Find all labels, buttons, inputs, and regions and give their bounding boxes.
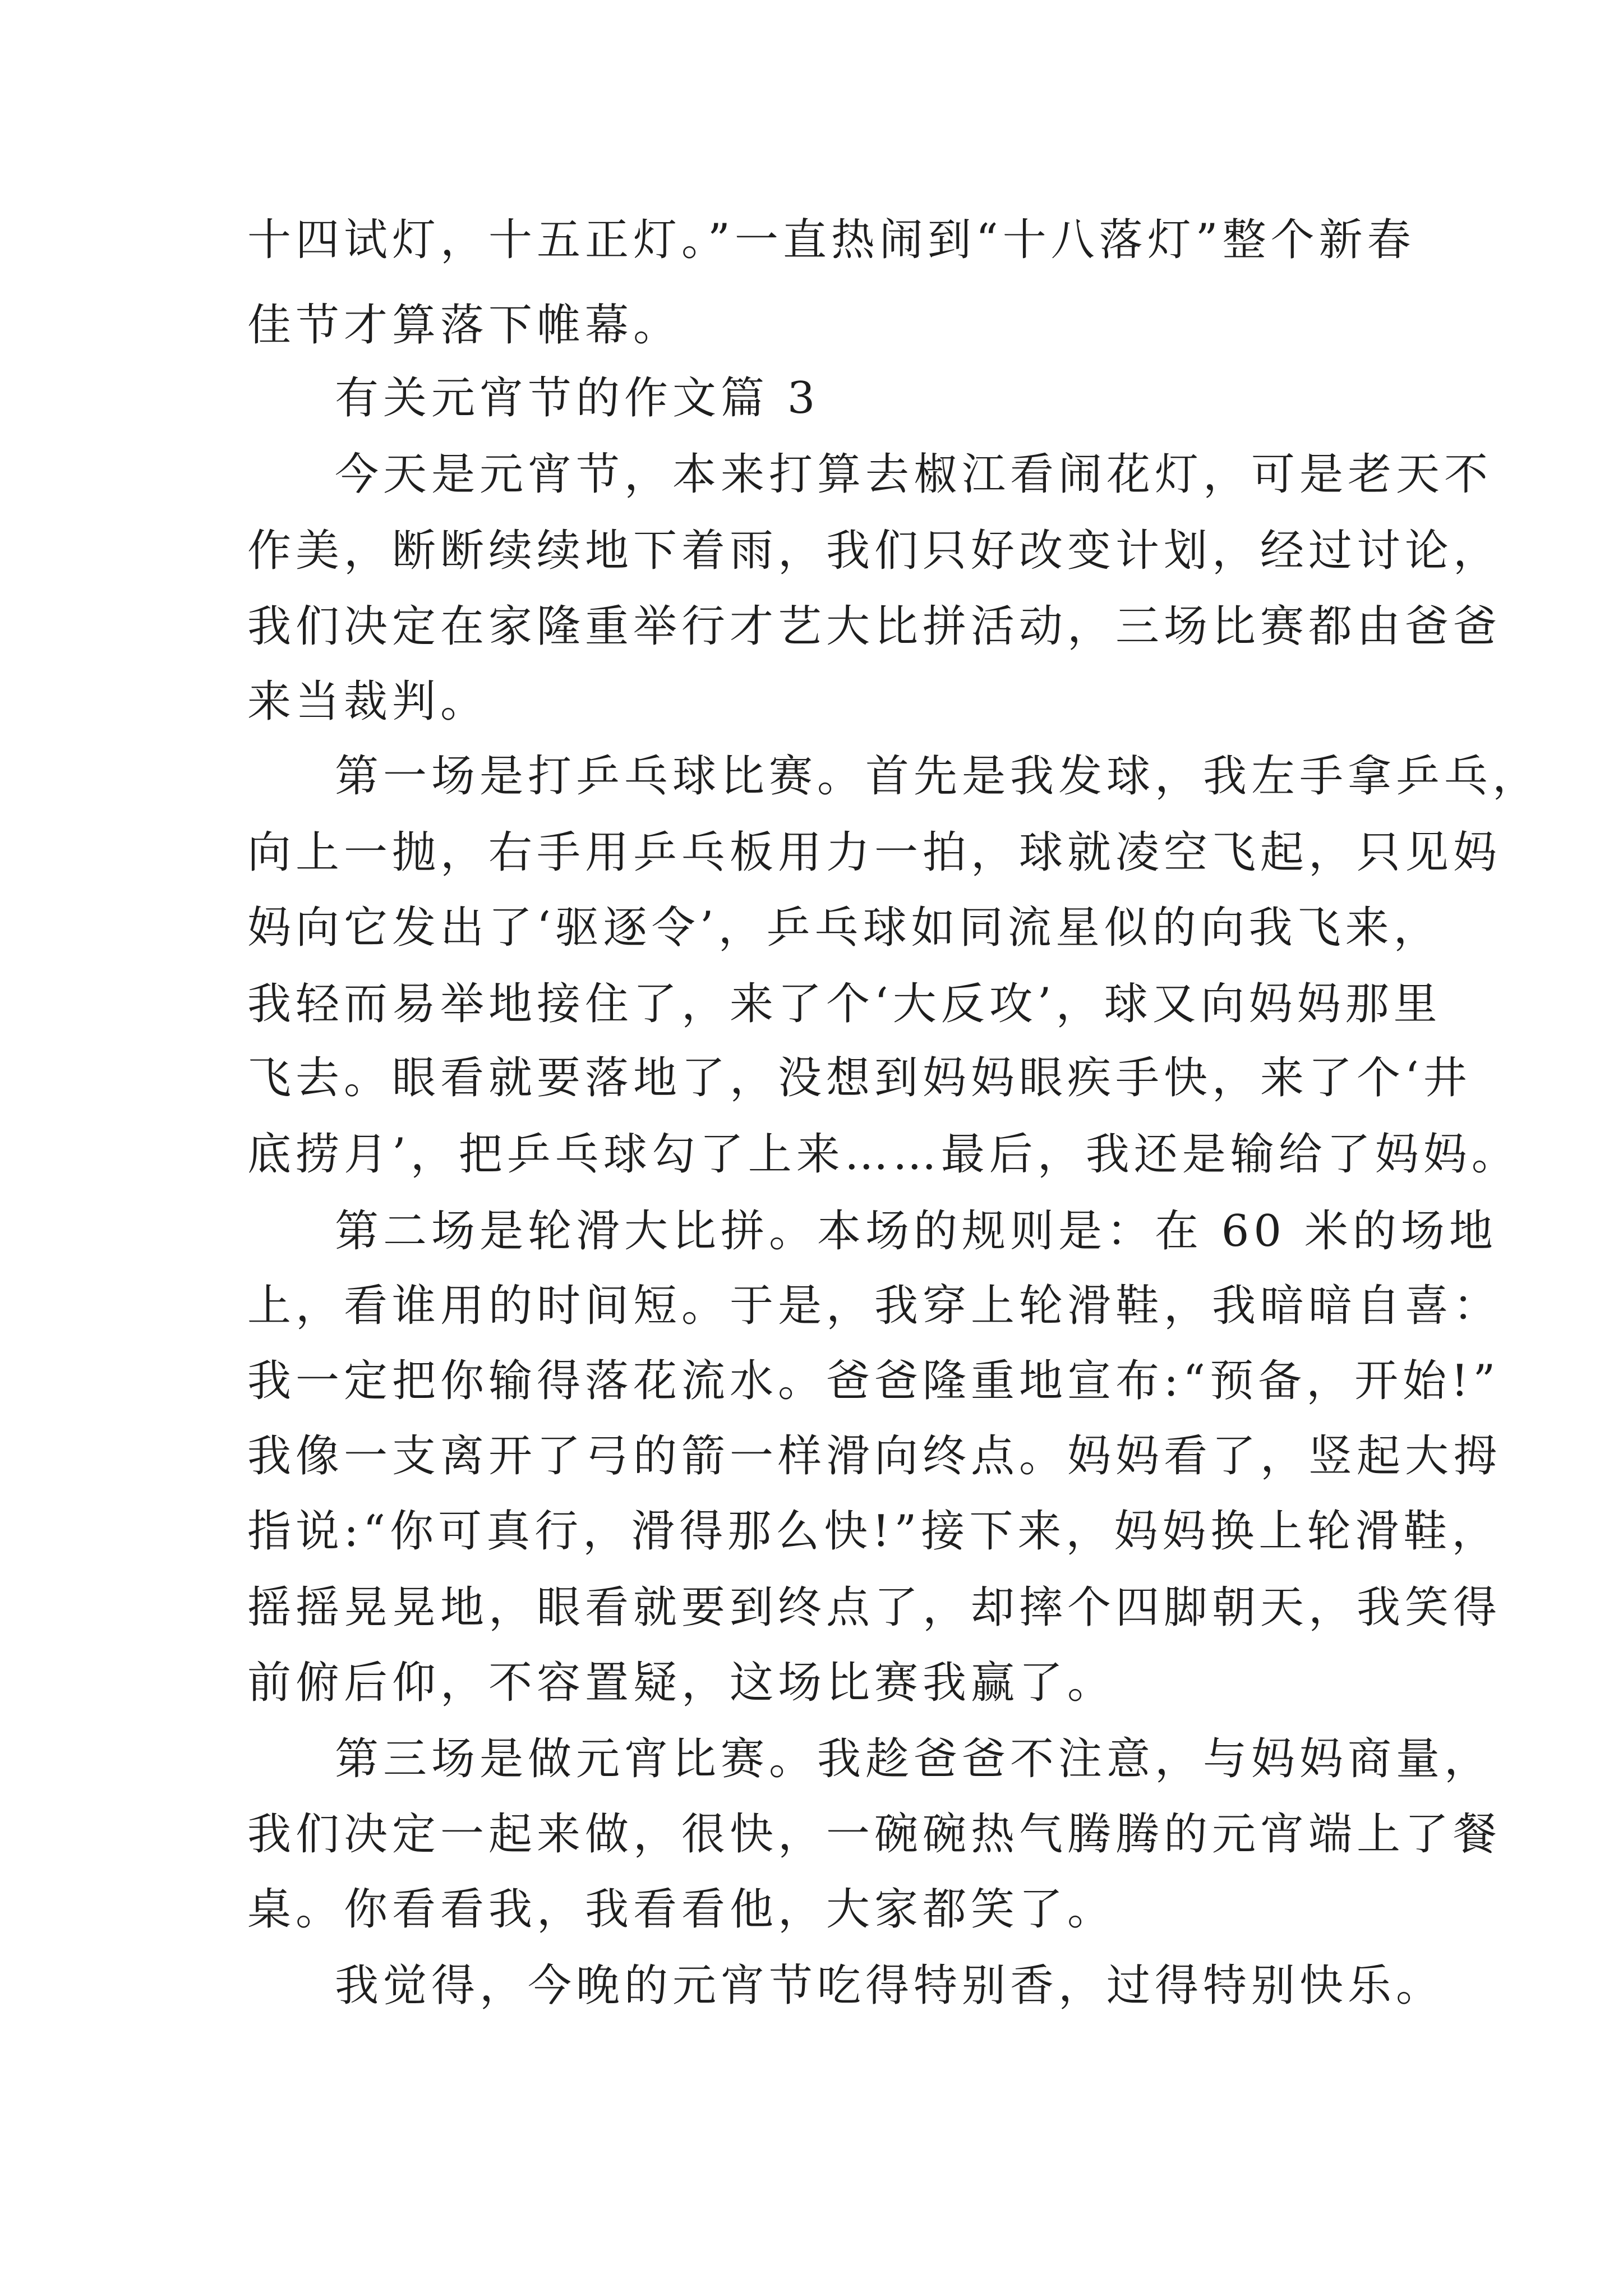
text-line: 第一场是打乒乓球比赛。首先是我发球，我左手拿乒乓， (335, 751, 1541, 802)
text-line: 来当裁判。 (247, 677, 489, 727)
text-line: 我觉得，今晚的元宵节吃得特别香，过得特别快乐。 (335, 1961, 1445, 2011)
text-line: 今天是元宵节，本来打算去椒江看闹花灯，可是老天不 (335, 449, 1493, 500)
section-heading: 有关元宵节的作文篇 3 (335, 373, 820, 424)
text-line: 我们决定在家隆重举行才艺大比拼活动，三场比赛都由爸爸 (247, 601, 1502, 652)
text-line: 第三场是做元宵比赛。我趁爸爸不注意，与妈妈商量， (335, 1734, 1493, 1784)
text-line: 妈向它发出了‘驱逐令’，乒乓球如同流星似的向我飞来， (247, 903, 1442, 953)
text-line: 作美，断断续续地下着雨，我们只好改变计划，经过讨论， (247, 526, 1502, 576)
text-line: 第二场是轮滑大比拼。本场的规则是：在 60 米的场地 (335, 1206, 1497, 1257)
text-line: 我一定把你输得落花流水。爸爸隆重地宣布:“预备，开始!” (247, 1356, 1500, 1406)
text-line: 我像一支离开了弓的箭一样滑向终点。妈妈看了，竖起大拇 (247, 1431, 1502, 1481)
text-line: 摇摇晃晃地，眼看就要到终点了，却摔个四脚朝天，我笑得 (247, 1582, 1502, 1633)
text-line: 前俯后仰，不容置疑，这场比赛我赢了。 (247, 1658, 1116, 1708)
text-line: 佳节才算落下帷幕。 (247, 300, 682, 351)
text-line: 我们决定一起来做，很快，一碗碗热气腾腾的元宵端上了餐 (247, 1809, 1502, 1860)
text-line: 指说:“你可真行，滑得那么快!”接下来，妈妈换上轮滑鞋， (247, 1506, 1500, 1557)
text-line: 向上一抛，右手用乒乓板用力一拍，球就凌空飞起，只见妈 (247, 827, 1502, 878)
text-line: 上，看谁用的时间短。于是，我穿上轮滑鞋，我暗暗自喜： (247, 1281, 1502, 1331)
text-line: 十四试灯，十五正灯。”一直热闹到“十八落灯”整个新春 (247, 215, 1415, 265)
text-line: 我轻而易举地接住了，来了个‘大反攻’，球又向妈妈那里 (247, 979, 1442, 1029)
text-line: 飞去。眼看就要落地了，没想到妈妈眼疾手快，来了个‘井 (247, 1053, 1472, 1103)
text-line: 底捞月’，把乒乓球勾了上来……最后，我还是输给了妈妈。 (247, 1129, 1520, 1180)
text-line: 桌。你看看我，我看看他，大家都笑了。 (247, 1884, 1116, 1935)
